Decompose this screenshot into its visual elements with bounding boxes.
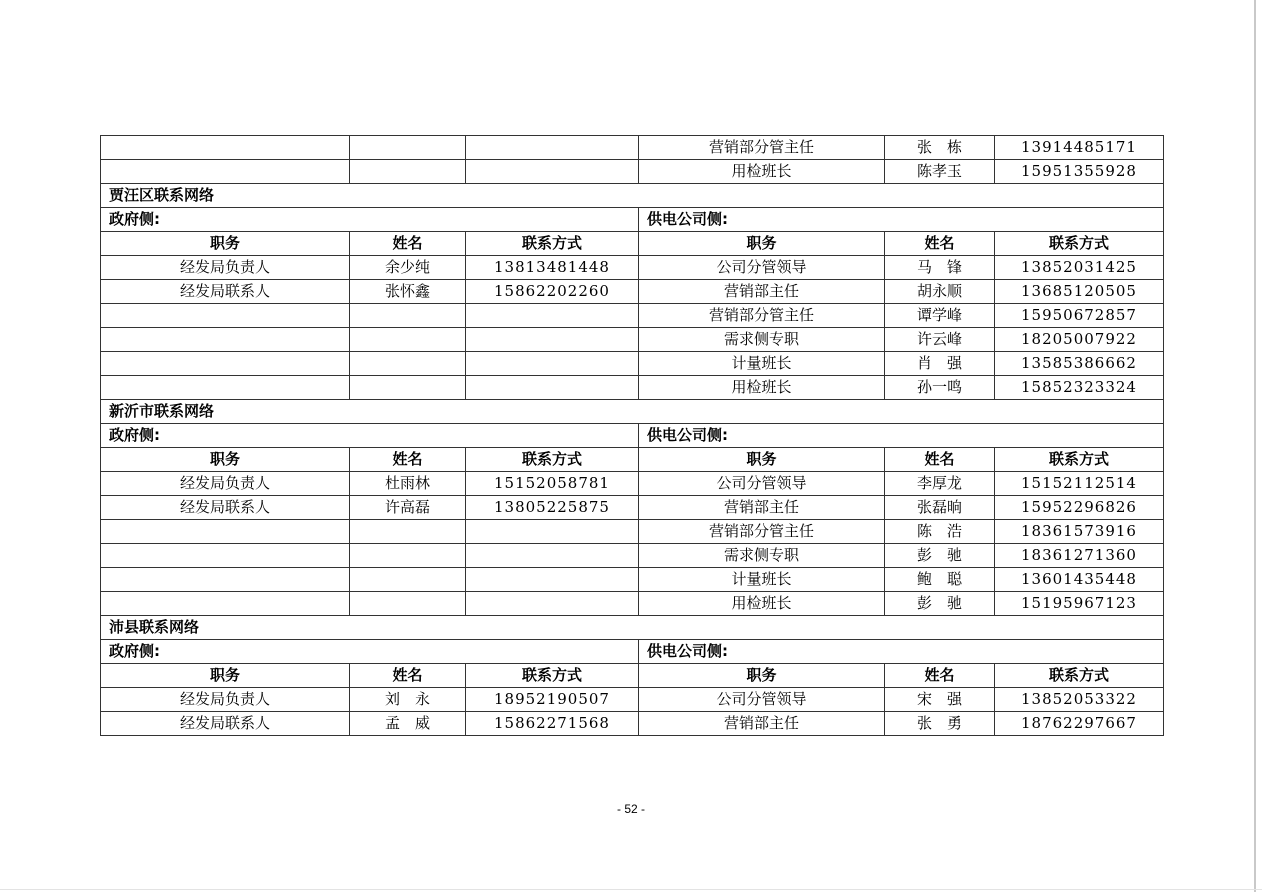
company-name-cell: 张 栋	[885, 136, 995, 160]
gov-phone-cell: 15862271568	[466, 712, 639, 736]
company-side-label: 供电公司侧:	[639, 208, 1164, 232]
table-row	[101, 592, 1164, 616]
company-phone-cell: 13914485171	[995, 136, 1164, 160]
gov-side-label: 政府侧:	[101, 640, 639, 664]
column-header: 姓名	[885, 448, 995, 472]
column-header: 姓名	[885, 664, 995, 688]
gov-name-cell	[350, 328, 466, 352]
gov-name-cell: 孟 威	[350, 712, 466, 736]
company-role-cell: 计量班长	[639, 568, 885, 592]
column-header: 姓名	[350, 232, 466, 256]
column-header: 联系方式	[466, 448, 639, 472]
side-label-row	[101, 640, 1164, 664]
gov-phone-cell	[466, 568, 639, 592]
company-role-cell: 营销部主任	[639, 280, 885, 304]
company-name-cell: 肖 强	[885, 352, 995, 376]
gov-role-cell	[101, 544, 350, 568]
table-row	[101, 160, 1164, 184]
gov-role-cell: 经发局负责人	[101, 256, 350, 280]
company-role-cell: 用检班长	[639, 376, 885, 400]
side-label-row	[101, 424, 1164, 448]
table-row	[101, 496, 1164, 520]
gov-phone-cell	[466, 592, 639, 616]
company-phone-cell: 13585386662	[995, 352, 1164, 376]
company-phone-cell: 15195967123	[995, 592, 1164, 616]
company-role-cell: 用检班长	[639, 160, 885, 184]
column-header: 联系方式	[995, 232, 1164, 256]
column-header: 职务	[639, 232, 885, 256]
table-row	[101, 256, 1164, 280]
company-phone-cell: 13852031425	[995, 256, 1164, 280]
table-row	[101, 712, 1164, 736]
company-name-cell: 张磊晌	[885, 496, 995, 520]
column-header: 姓名	[885, 232, 995, 256]
table-row	[101, 568, 1164, 592]
column-header: 职务	[101, 448, 350, 472]
company-name-cell: 胡永顺	[885, 280, 995, 304]
gov-name-cell: 刘 永	[350, 688, 466, 712]
company-role-cell: 用检班长	[639, 592, 885, 616]
column-header: 联系方式	[466, 664, 639, 688]
gov-role-cell	[101, 136, 350, 160]
side-label-row	[101, 208, 1164, 232]
page-number: - 52 -	[616, 802, 645, 816]
company-name-cell: 许云峰	[885, 328, 995, 352]
table-row	[101, 472, 1164, 496]
gov-role-cell: 经发局联系人	[101, 496, 350, 520]
company-side-label: 供电公司侧:	[639, 424, 1164, 448]
gov-role-cell: 经发局联系人	[101, 280, 350, 304]
table-row	[101, 376, 1164, 400]
table-row	[101, 136, 1164, 160]
gov-phone-cell	[466, 136, 639, 160]
gov-name-cell: 余少纯	[350, 256, 466, 280]
gov-role-cell: 经发局联系人	[101, 712, 350, 736]
gov-role-cell	[101, 520, 350, 544]
gov-side-label: 政府侧:	[101, 208, 639, 232]
company-name-cell: 孙一鸣	[885, 376, 995, 400]
column-header: 姓名	[350, 664, 466, 688]
section-title-row	[101, 184, 1164, 208]
gov-name-cell	[350, 544, 466, 568]
company-role-cell: 营销部分管主任	[639, 136, 885, 160]
company-role-cell: 公司分管领导	[639, 256, 885, 280]
company-role-cell: 营销部主任	[639, 496, 885, 520]
gov-role-cell	[101, 304, 350, 328]
gov-role-cell	[101, 160, 350, 184]
company-phone-cell: 18205007922	[995, 328, 1164, 352]
gov-name-cell	[350, 352, 466, 376]
company-role-cell: 营销部分管主任	[639, 520, 885, 544]
column-header: 联系方式	[995, 448, 1164, 472]
gov-role-cell	[101, 376, 350, 400]
gov-role-cell	[101, 352, 350, 376]
column-header: 姓名	[350, 448, 466, 472]
gov-phone-cell: 18952190507	[466, 688, 639, 712]
company-name-cell: 谭学峰	[885, 304, 995, 328]
gov-role-cell	[101, 592, 350, 616]
table-body	[101, 136, 1164, 736]
column-header-row	[101, 664, 1164, 688]
column-header: 职务	[101, 232, 350, 256]
company-role-cell: 营销部主任	[639, 712, 885, 736]
page-edge-bottom	[0, 889, 1262, 890]
column-header-row	[101, 232, 1164, 256]
section-title-row	[101, 616, 1164, 640]
section-title: 贾汪区联系网络	[101, 184, 1164, 208]
company-name-cell: 陈孝玉	[885, 160, 995, 184]
company-name-cell: 李厚龙	[885, 472, 995, 496]
gov-phone-cell: 13805225875	[466, 496, 639, 520]
company-phone-cell: 15852323324	[995, 376, 1164, 400]
company-role-cell: 公司分管领导	[639, 472, 885, 496]
gov-phone-cell	[466, 376, 639, 400]
company-role-cell: 营销部分管主任	[639, 304, 885, 328]
company-name-cell: 彭 驰	[885, 592, 995, 616]
column-header-row	[101, 448, 1164, 472]
gov-name-cell: 杜雨林	[350, 472, 466, 496]
section-title: 新沂市联系网络	[101, 400, 1164, 424]
gov-name-cell	[350, 592, 466, 616]
gov-phone-cell	[466, 160, 639, 184]
company-phone-cell: 13852053322	[995, 688, 1164, 712]
gov-role-cell: 经发局负责人	[101, 688, 350, 712]
company-name-cell: 鲍 聪	[885, 568, 995, 592]
table-row	[101, 328, 1164, 352]
column-header: 联系方式	[466, 232, 639, 256]
section-title: 沛县联系网络	[101, 616, 1164, 640]
company-name-cell: 彭 驰	[885, 544, 995, 568]
gov-phone-cell: 15862202260	[466, 280, 639, 304]
company-phone-cell: 15152112514	[995, 472, 1164, 496]
column-header: 职务	[639, 448, 885, 472]
gov-name-cell	[350, 304, 466, 328]
table-row	[101, 352, 1164, 376]
company-role-cell: 需求侧专职	[639, 544, 885, 568]
company-role-cell: 公司分管领导	[639, 688, 885, 712]
company-name-cell: 马 锋	[885, 256, 995, 280]
company-phone-cell: 15952296826	[995, 496, 1164, 520]
company-phone-cell: 18361271360	[995, 544, 1164, 568]
page-edge	[1254, 0, 1256, 892]
company-name-cell: 张 勇	[885, 712, 995, 736]
company-phone-cell: 18762297667	[995, 712, 1164, 736]
company-phone-cell: 13685120505	[995, 280, 1164, 304]
gov-side-label: 政府侧:	[101, 424, 639, 448]
gov-phone-cell	[466, 544, 639, 568]
table-row	[101, 544, 1164, 568]
gov-name-cell	[350, 376, 466, 400]
gov-name-cell	[350, 136, 466, 160]
company-name-cell: 陈 浩	[885, 520, 995, 544]
gov-name-cell	[350, 520, 466, 544]
gov-name-cell	[350, 568, 466, 592]
gov-phone-cell	[466, 520, 639, 544]
company-role-cell: 计量班长	[639, 352, 885, 376]
gov-role-cell: 经发局负责人	[101, 472, 350, 496]
gov-role-cell	[101, 328, 350, 352]
column-header: 职务	[639, 664, 885, 688]
gov-name-cell: 张怀鑫	[350, 280, 466, 304]
table-row	[101, 520, 1164, 544]
gov-phone-cell	[466, 304, 639, 328]
company-phone-cell: 18361573916	[995, 520, 1164, 544]
gov-phone-cell	[466, 328, 639, 352]
gov-role-cell	[101, 568, 350, 592]
table-row	[101, 304, 1164, 328]
gov-phone-cell: 13813481448	[466, 256, 639, 280]
company-phone-cell: 15950672857	[995, 304, 1164, 328]
table-row	[101, 688, 1164, 712]
section-title-row	[101, 400, 1164, 424]
gov-name-cell: 许高磊	[350, 496, 466, 520]
contact-network-table	[100, 135, 1164, 736]
company-phone-cell: 15951355928	[995, 160, 1164, 184]
company-phone-cell: 13601435448	[995, 568, 1164, 592]
table-row	[101, 280, 1164, 304]
company-role-cell: 需求侧专职	[639, 328, 885, 352]
column-header: 职务	[101, 664, 350, 688]
column-header: 联系方式	[995, 664, 1164, 688]
company-side-label: 供电公司侧:	[639, 640, 1164, 664]
gov-phone-cell	[466, 352, 639, 376]
gov-phone-cell: 15152058781	[466, 472, 639, 496]
gov-name-cell	[350, 160, 466, 184]
company-name-cell: 宋 强	[885, 688, 995, 712]
